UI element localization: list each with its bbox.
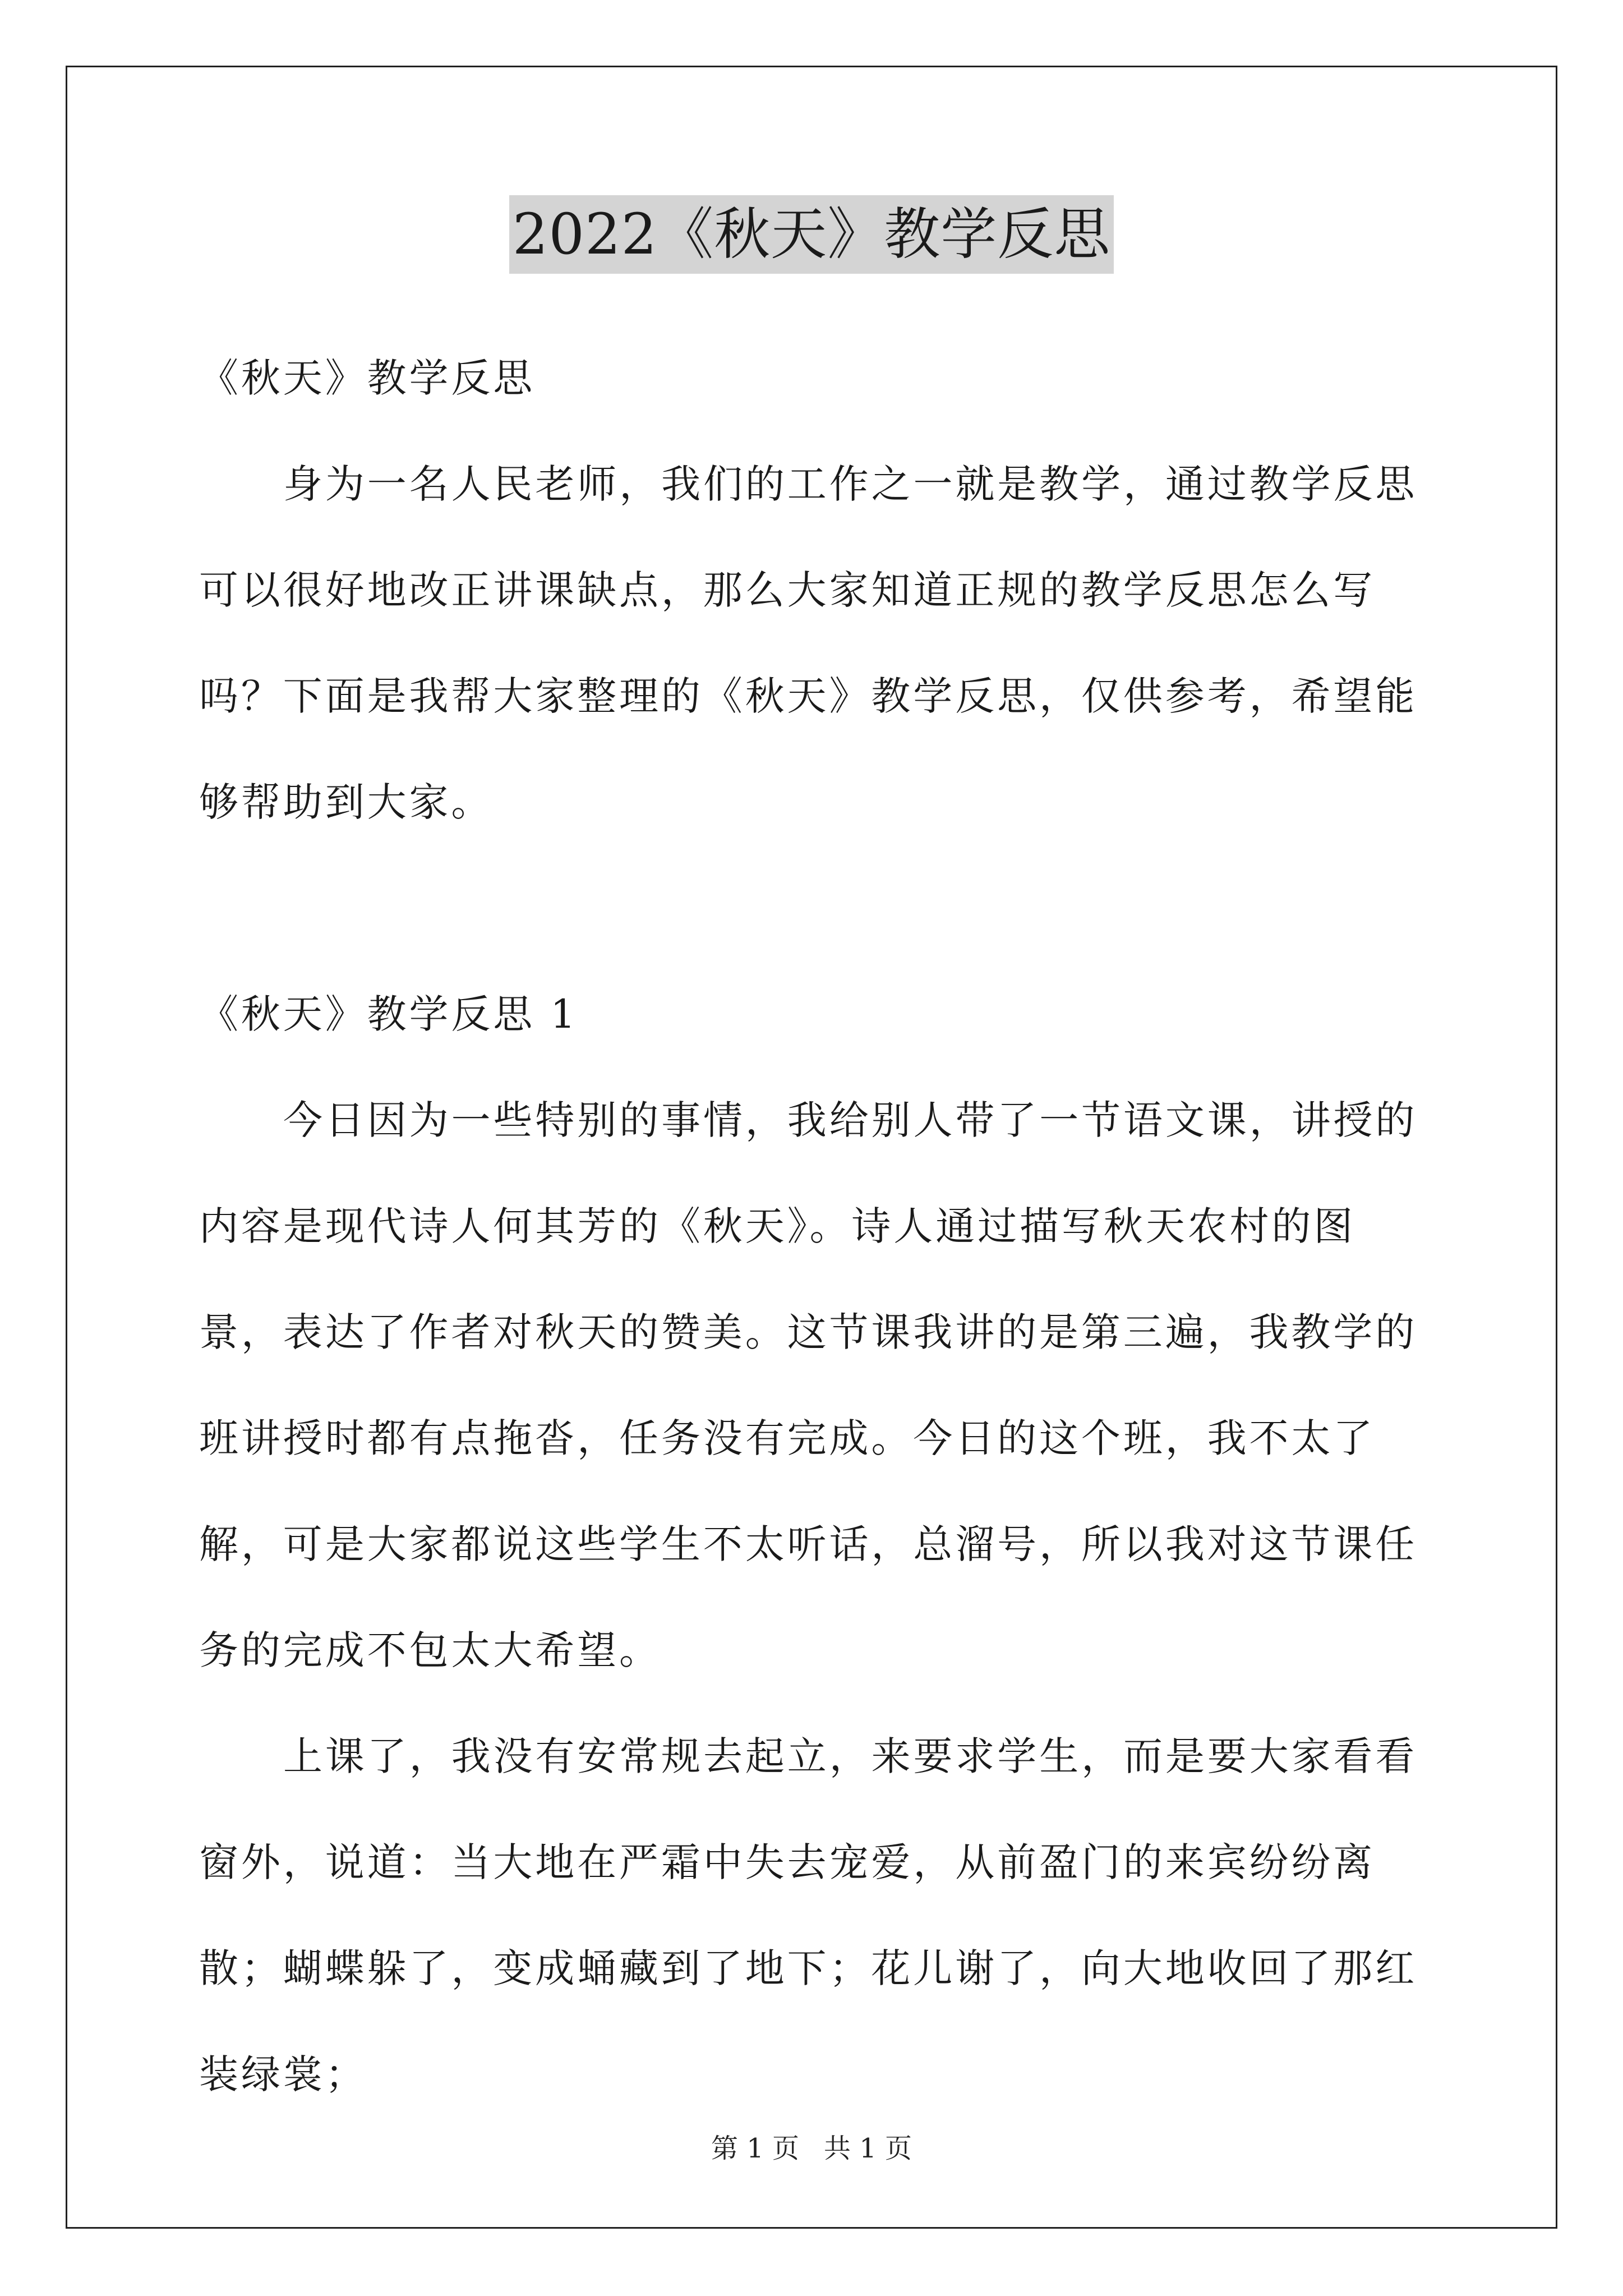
- body-paragraph: 上课了，我没有安常规去起立，来要求学生，而是要大家看看窗外，说道：当大地在严霜中失去宠爱，从前盈门的来宾纷纷离散；蝴蝶躲了，变成蛹藏到了地下；花儿谢了，向大地收回了那红装绿裳；: [199, 1733, 1418, 2097]
- title-container: [0, 195, 1623, 274]
- document-title: 2022《秋天》教学反思: [509, 195, 1114, 274]
- subtitle: 《秋天》教学反思: [199, 355, 536, 401]
- page-number: 第 1 页: [711, 2133, 799, 2164]
- page-total: 共 1 页: [824, 2133, 912, 2164]
- intro-paragraph: 身为一名人民老师，我们的工作之一就是教学，通过教学反思可以很好地改正讲课缺点，那么大家知道正规的教学反思怎么写吗？下面是我帮大家整理的《秋天》教学反思，仅供参考，希望能够帮助到大家。: [199, 461, 1418, 825]
- document-body: [199, 325, 1433, 2128]
- body-paragraph: 今日因为一些特别的事情，我给别人带了一节语文课，讲授的内容是现代诗人何其芳的《秋天》。诗人通过描写秋天农村的图景，表达了作者对秋天的赞美。这节课我讲的是第三遍，我教学的班讲授时都有点拖沓，任务没有完成。今日的这个班，我不太了解，可是大家都说这些学生不太听话，总溜号，所以我对这节课任务的完成不包太大希望。: [199, 1097, 1418, 1673]
- page-footer: [0, 2132, 1623, 2165]
- section-heading: 《秋天》教学反思 1: [199, 991, 578, 1037]
- section-spacer: [199, 855, 1433, 961]
